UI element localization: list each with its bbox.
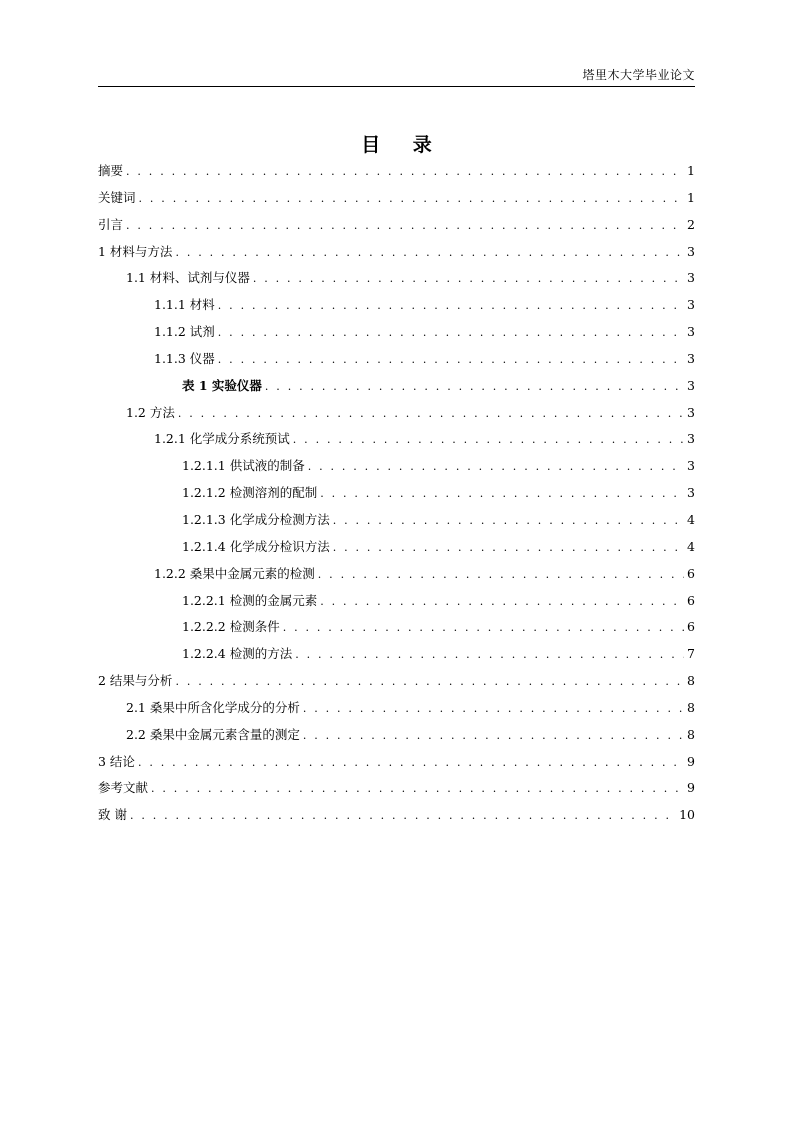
toc-entry-label: 摘要 bbox=[98, 163, 124, 178]
toc-dot-leader bbox=[283, 615, 684, 642]
toc-entry-page-number: 10 bbox=[679, 807, 695, 823]
toc-entry-page-number: 8 bbox=[687, 699, 695, 715]
toc-entry-page-number: 9 bbox=[687, 780, 695, 796]
toc-entry[interactable] bbox=[98, 722, 695, 749]
toc-entry-label: 1.1 材料、试剂与仪器 bbox=[126, 270, 250, 286]
header-rule bbox=[98, 86, 695, 87]
toc-entry[interactable] bbox=[98, 292, 695, 319]
toc-entry[interactable] bbox=[98, 668, 695, 695]
toc-entry[interactable] bbox=[98, 749, 695, 776]
toc-entry-label: 1.2.2.1 检测的金属元素 bbox=[182, 592, 318, 608]
toc-entry-label: 1.2.1 化学成分系统预试 bbox=[154, 431, 290, 447]
toc-title: 目 录 bbox=[361, 134, 432, 156]
toc-entry[interactable] bbox=[98, 614, 695, 641]
toc-entry-label: 1.2.2 桑果中金属元素的检测 bbox=[154, 565, 315, 581]
toc-dot-leader bbox=[126, 213, 684, 240]
toc-entry-label: 表 1 实验仪器 bbox=[182, 377, 262, 393]
toc-entry-page-number: 1 bbox=[687, 163, 695, 178]
toc-entry-page-number: 3 bbox=[687, 297, 695, 313]
toc-entry-label: 1.2.1.1 供试液的制备 bbox=[182, 458, 305, 474]
toc-entry-page-number: 9 bbox=[687, 753, 695, 769]
toc-dot-leader bbox=[253, 266, 684, 293]
toc-entry-page-number: 2 bbox=[687, 216, 695, 232]
toc-entry-page-number: 3 bbox=[687, 431, 695, 447]
toc-dot-leader bbox=[178, 401, 684, 428]
toc-entry-label: 1.2.1.4 化学成分检识方法 bbox=[182, 538, 330, 554]
toc-dot-leader bbox=[218, 320, 684, 347]
toc-entry[interactable] bbox=[98, 802, 695, 829]
toc-entry-label: 1.2.2.4 检测的方法 bbox=[182, 646, 293, 662]
toc-entry[interactable] bbox=[98, 561, 695, 588]
toc-entry[interactable] bbox=[98, 158, 695, 185]
toc-entry-label: 致 谢 bbox=[98, 807, 127, 823]
toc-entry[interactable] bbox=[98, 212, 695, 239]
toc-entry-label: 1.1.1 材料 bbox=[154, 297, 215, 313]
toc-entry-page-number: 6 bbox=[687, 619, 695, 635]
toc-dot-leader bbox=[303, 696, 684, 723]
toc-entry[interactable] bbox=[98, 480, 695, 507]
toc-dot-leader bbox=[175, 669, 684, 696]
toc-entry[interactable] bbox=[98, 534, 695, 561]
toc-entry[interactable] bbox=[98, 426, 695, 453]
toc-entry-label: 2.2 桑果中金属元素含量的测定 bbox=[126, 726, 300, 742]
toc-entry-label: 1.2.1.3 化学成分检测方法 bbox=[182, 511, 330, 527]
toc-entry-page-number: 3 bbox=[687, 243, 695, 259]
toc-dot-leader bbox=[333, 508, 684, 535]
toc-dot-leader bbox=[175, 240, 684, 267]
toc-entry[interactable] bbox=[98, 373, 695, 400]
toc-entry[interactable] bbox=[98, 346, 695, 373]
toc-dot-leader bbox=[265, 374, 684, 401]
toc-entry-label: 1.2 方法 bbox=[126, 404, 175, 420]
toc-entry-page-number: 1 bbox=[687, 189, 695, 205]
toc-dot-leader bbox=[151, 776, 684, 803]
toc-entry-label: 1.1.2 试剂 bbox=[154, 324, 215, 340]
toc-dot-leader bbox=[320, 481, 684, 508]
toc-entry-page-number: 3 bbox=[687, 324, 695, 340]
toc-entry[interactable] bbox=[98, 775, 695, 802]
toc-dot-leader bbox=[138, 750, 684, 777]
toc-entry[interactable] bbox=[98, 507, 695, 534]
toc-entry[interactable] bbox=[98, 400, 695, 427]
toc-entry-page-number: 6 bbox=[687, 592, 695, 608]
table-of-contents bbox=[98, 158, 695, 829]
toc-entry[interactable] bbox=[98, 641, 695, 668]
toc-dot-leader bbox=[303, 723, 684, 750]
toc-dot-leader bbox=[308, 454, 684, 481]
toc-entry-page-number: 3 bbox=[687, 350, 695, 366]
toc-dot-leader bbox=[126, 159, 684, 186]
toc-dot-leader bbox=[130, 803, 676, 830]
toc-entry-page-number: 3 bbox=[687, 404, 695, 420]
page-header: 塔里木大学毕业论文 bbox=[582, 68, 695, 82]
toc-entry-label: 1.2.2.2 检测条件 bbox=[182, 619, 280, 635]
toc-entry-label: 1.2.1.2 检测溶剂的配制 bbox=[182, 485, 318, 501]
toc-entry-page-number: 3 bbox=[687, 270, 695, 286]
toc-entry-label: 1 材料与方法 bbox=[98, 243, 173, 259]
toc-dot-leader bbox=[218, 347, 684, 374]
toc-entry-page-number: 6 bbox=[687, 565, 695, 581]
toc-entry-label: 2 结果与分析 bbox=[98, 673, 173, 689]
toc-entry-label: 1.1.3 仪器 bbox=[154, 350, 215, 366]
toc-dot-leader bbox=[318, 562, 684, 589]
toc-entry[interactable] bbox=[98, 695, 695, 722]
toc-entry-label: 参考文献 bbox=[98, 780, 149, 796]
toc-entry-label: 3 结论 bbox=[98, 753, 135, 769]
toc-entry-page-number: 4 bbox=[687, 538, 695, 554]
toc-entry-page-number: 3 bbox=[687, 458, 695, 474]
toc-dot-leader bbox=[218, 293, 684, 320]
toc-dot-leader bbox=[320, 589, 684, 616]
toc-entry[interactable] bbox=[98, 185, 695, 212]
toc-entry-label: 引言 bbox=[98, 216, 124, 232]
toc-dot-leader bbox=[293, 427, 684, 454]
toc-dot-leader bbox=[333, 535, 684, 562]
toc-entry-label: 关键词 bbox=[98, 189, 136, 205]
toc-entry[interactable] bbox=[98, 319, 695, 346]
toc-entry[interactable] bbox=[98, 588, 695, 615]
toc-entry-page-number: 8 bbox=[687, 726, 695, 742]
toc-entry-page-number: 8 bbox=[687, 673, 695, 689]
toc-entry[interactable] bbox=[98, 453, 695, 480]
toc-entry-label: 2.1 桑果中所含化学成分的分析 bbox=[126, 699, 300, 715]
toc-entry-page-number: 4 bbox=[687, 511, 695, 527]
toc-dot-leader bbox=[295, 642, 684, 669]
toc-entry[interactable] bbox=[98, 265, 695, 292]
toc-entry-page-number: 3 bbox=[687, 377, 695, 393]
toc-dot-leader bbox=[139, 186, 685, 213]
toc-entry[interactable] bbox=[98, 239, 695, 266]
toc-entry-page-number: 3 bbox=[687, 485, 695, 501]
toc-entry-page-number: 7 bbox=[687, 646, 695, 662]
